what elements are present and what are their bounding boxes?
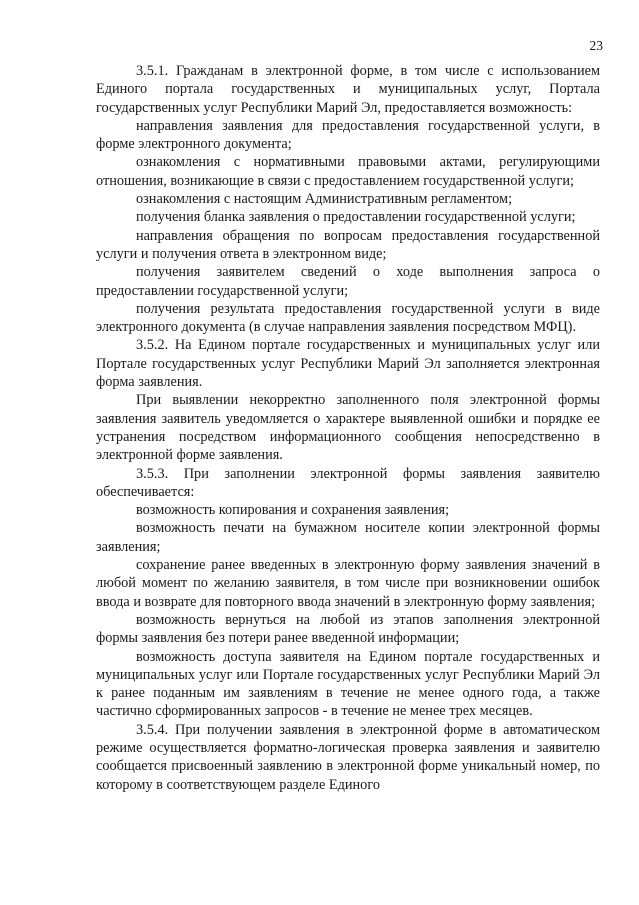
page-number: 23 <box>589 38 603 53</box>
paragraph: получения заявителем сведений о ходе выполнения запроса о предоставлении государственной услуги; <box>96 264 600 299</box>
paragraph: сохранение ранее введенных в электронную форму заявления значений в любой момент по желанию заявителя, в том числе при возникновении ошибок ввода и возврате для повторного ввода значений в электронную форму заявления; <box>96 557 600 610</box>
paragraph: 3.5.1. Гражданам в электронной форме, в том числе с использованием Единого портала государственных и муниципальных услуг, Портала государственных услуг Республики Марий Эл, предоставляется возможность: <box>96 63 600 116</box>
paragraph: При выявлении некорректно заполненного поля электронной формы заявления заявитель уведомляется о характере выявленной ошибки и порядке ее устранения посредством информационного сообщения непосредственно в электронной форме заявления. <box>96 392 600 464</box>
paragraph: направления заявления для предоставления государственной услуги, в форме электронного документа; <box>96 117 600 153</box>
paragraph: ознакомления с настоящим Административным регламентом; <box>136 191 513 208</box>
paragraph: получения результата предоставления государственной услуги в виде электронного документа (в случае направления заявления посредством МФЦ). <box>96 300 600 336</box>
paragraph: получения бланка заявления о предоставлении государственной услуги; <box>136 209 576 226</box>
paragraph: возможность доступа заявителя на Едином портале государственных и муниципальных услуг или Портале государственных услуг Республики Марий Эл к ранее поданным им заявлениям в течение не менее одного года, а также частично сформированных запросов - в течение не менее трех месяцев. <box>96 648 600 720</box>
paragraph: ознакомления с нормативными правовыми актами, регулирующими отношения, возникающие в связи с предоставлением государственной услуги; <box>96 154 600 189</box>
paragraph: 3.5.2. На Едином портале государственных и муниципальных услуг или Портале государственных услуг Республики Марий Эл заполняется электронная форма заявления. <box>96 337 600 391</box>
paragraph: 3.5.3. При заполнении электронной формы заявления заявителю обеспечивается: <box>96 465 600 500</box>
paragraph: возможность печати на бумажном носителе копии электронной формы заявления; <box>96 520 600 555</box>
paragraph: возможность вернуться на любой из этапов заполнения электронной формы заявления без потери ранее введенной информации; <box>96 611 600 647</box>
body-text <box>96 62 600 794</box>
paragraph: направления обращения по вопросам предоставления государственной услуги и получения ответа в электронном виде; <box>96 227 600 262</box>
paragraph: возможность копирования и сохранения заявления; <box>136 502 450 519</box>
paragraph: 3.5.4. При получении заявления в электронной форме в автоматическом режиме осуществляется форматно-логическая проверка заявления и заявителю сообщается присвоенный заявлению в электронной форме уникальный номер, по которому в соответствующем разделе Единого <box>96 721 600 793</box>
